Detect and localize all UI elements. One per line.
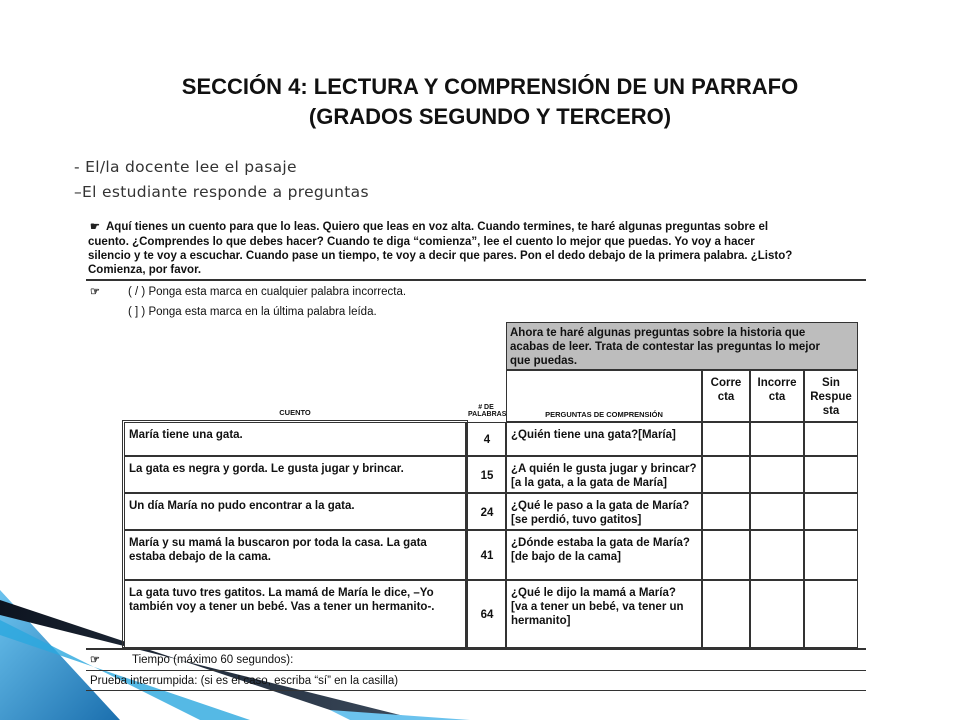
story-line: María tiene una gata.: [129, 429, 243, 441]
hand-icon-footer: ☞: [90, 654, 100, 666]
question-line: ¿A quién le gusta jugar y brincar?: [511, 463, 697, 475]
question-line: [va a tener un bebé, va tener un: [511, 601, 684, 613]
word-count: 4: [483, 434, 491, 446]
word-count-cell: [466, 530, 506, 580]
story-line: estaba debajo de la cama.: [129, 551, 271, 563]
word-count: 41: [480, 550, 494, 562]
story-column-border: [122, 420, 468, 648]
word-count-cell: [466, 422, 506, 456]
incorrecta-checkbox[interactable]: [750, 456, 804, 493]
story-line: La gata tuvo tres gatitos. La mamá de María le dice, –Yo: [129, 587, 434, 599]
mark-last: ( ] ) Ponga esta marca en la última palabra leída.: [128, 306, 377, 318]
page-title-line2: (GRADOS SEGUNDO Y TERCERO): [308, 104, 672, 129]
sin-respuesta-checkbox[interactable]: [804, 493, 858, 530]
question-line: [se perdió, tuvo gatitos]: [511, 514, 642, 526]
questions-header-line2: acabas de leer. Trata de contestar las preguntas lo mejor: [510, 341, 820, 353]
page-title-line1: SECCIÓN 4: LECTURA Y COMPRENSIÓN DE UN PARRAFO: [181, 74, 799, 99]
sin-respuesta-checkbox[interactable]: [804, 580, 858, 648]
instructions-line4: Comienza, por favor.: [88, 264, 202, 276]
header-sin-line3: sta: [822, 405, 840, 417]
question-line: ¿Dónde estaba la gata de María?: [511, 537, 690, 549]
question-line: hermanito]: [511, 615, 571, 627]
divider-top: [86, 279, 866, 281]
word-count-cell: [466, 580, 506, 648]
correcta-checkbox[interactable]: [702, 530, 750, 580]
header-correcta-line1: Corre: [710, 377, 742, 389]
incorrecta-checkbox[interactable]: [750, 530, 804, 580]
instructions-line1: Aquí tienes un cuento para que lo leas. Quiero que leas en voz alta. Cuando termines, te haré algunas preguntas sobre el: [106, 221, 769, 233]
sin-respuesta-checkbox[interactable]: [804, 456, 858, 493]
header-cuento: CUENTO: [279, 408, 311, 417]
header-incorrecta-line2: cta: [768, 391, 786, 403]
question-cell: [506, 493, 702, 530]
question-cell: [506, 422, 702, 456]
word-count: 64: [480, 609, 494, 621]
correcta-checkbox[interactable]: [702, 456, 750, 493]
correcta-checkbox[interactable]: [702, 580, 750, 648]
header-sin-line2: Respue: [810, 391, 852, 403]
pointer-icon: ☛: [90, 221, 100, 233]
word-count: 24: [480, 506, 494, 519]
divider-footer-bottom: [86, 690, 866, 691]
word-count-cell: [466, 493, 506, 530]
question-line: ¿Qué le paso a la gata de María?: [511, 500, 690, 512]
sin-respuesta-checkbox[interactable]: [804, 530, 858, 580]
bullet-estudiante: –El estudiante responde a preguntas: [74, 183, 369, 201]
question-line: [de bajo de la cama]: [511, 551, 621, 563]
story-line: La gata es negra y gorda. Le gusta jugar y brincar.: [129, 463, 404, 475]
questions-header-line3: que puedas.: [510, 355, 578, 367]
header-palabras-line1: # DE: [478, 404, 494, 411]
question-line: ¿Quién tiene una gata?[María]: [511, 429, 676, 441]
header-correcta-line2: cta: [717, 391, 735, 403]
hand-icon: ☞: [90, 286, 100, 298]
divider-footer-top: [86, 648, 866, 650]
word-count-cell: [466, 456, 506, 493]
question-cell: [506, 456, 702, 493]
header-sin-line1: Sin: [822, 377, 840, 389]
question-cell: [506, 580, 702, 648]
word-count: 15: [480, 469, 494, 482]
correcta-checkbox[interactable]: [702, 493, 750, 530]
header-preguntas-label: PERGUNTAS DE COMPRENSIÓN: [545, 410, 663, 419]
sin-respuesta-checkbox[interactable]: [804, 422, 858, 456]
header-palabras-line2: PALABRAS: [468, 411, 507, 418]
story-line: Un día María no pudo encontrar a la gata.: [129, 500, 355, 512]
instructions-line3: silencio y te voy a escuchar. Cuando pase un tiempo, te voy a decir que pares. Pon el dedo debajo de la primera palabra. ¿Listo?: [88, 250, 793, 262]
correcta-checkbox[interactable]: [702, 422, 750, 456]
question-line: [a la gata, a la gata de María]: [511, 477, 667, 489]
story-line: María y su mamá la buscaron por toda la casa. La gata: [129, 537, 427, 549]
incorrecta-checkbox[interactable]: [750, 422, 804, 456]
story-line: también voy a tener un bebé. Vas a tener un hermanito-.: [129, 601, 435, 613]
incorrecta-checkbox[interactable]: [750, 580, 804, 648]
questions-header-line1: Ahora te haré algunas preguntas sobre la historia que: [510, 327, 806, 339]
header-incorrecta-line1: Incorre: [757, 377, 797, 389]
divider-footer-mid: [86, 670, 866, 671]
question-cell: [506, 530, 702, 580]
question-line: ¿Qué le dijo la mamá a María?: [511, 587, 676, 599]
incorrecta-checkbox[interactable]: [750, 493, 804, 530]
footer-interrumpida: Prueba interrumpida: (si es el caso, escriba “sí” en la casilla): [90, 675, 399, 687]
bullet-docente: - El/la docente lee el pasaje: [74, 158, 297, 176]
footer-tiempo: Tiempo (máximo 60 segundos):: [132, 654, 294, 666]
instructions-line2: cuento. ¿Comprendes lo que debes hacer? Cuando te diga “comienza”, lee el cuento lo mejor que puedas. Yo voy a hacer: [88, 236, 755, 248]
mark-incorrect: ( / ) Ponga esta marca en cualquier palabra incorrecta.: [128, 286, 407, 298]
